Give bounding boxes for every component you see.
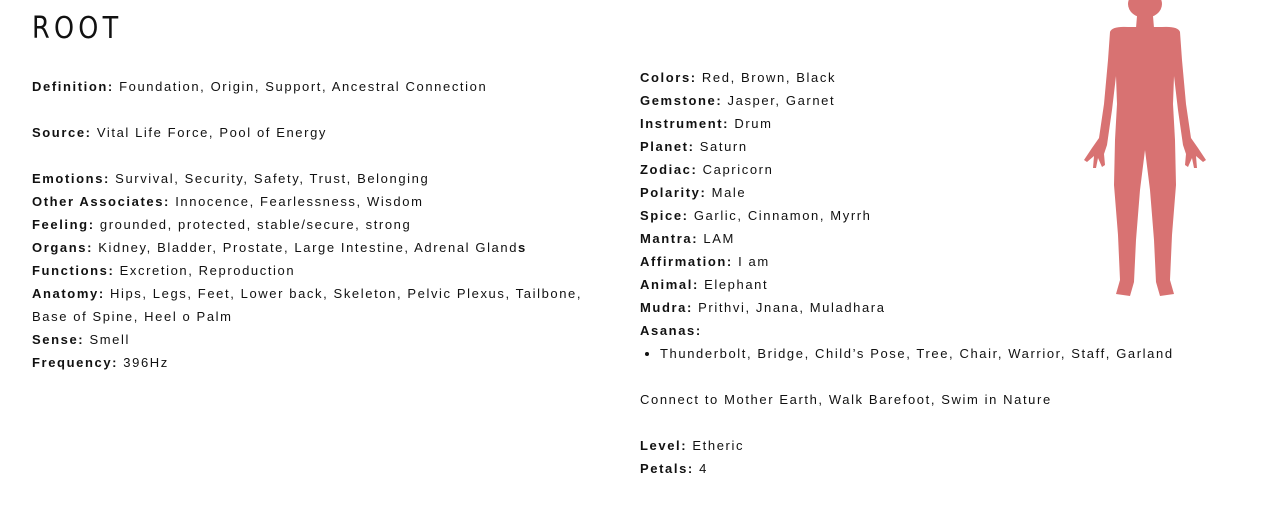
planet-value: Saturn (699, 139, 748, 154)
other-associates-row (32, 190, 592, 213)
planet-label: Planet: (640, 139, 695, 154)
feeling-value: grounded, protected, stable/secure, strong (99, 217, 412, 232)
petals-value: 4 (699, 461, 708, 476)
zodiac-label: Zodiac: (640, 162, 698, 177)
mudra-value: Prithvi, Jnana, Muladhara (698, 300, 886, 315)
level-row (640, 434, 1240, 457)
definition-value: Foundation, Origin, Support, Ancestral Connection (119, 79, 488, 94)
instrument-value: Drum (734, 116, 773, 131)
connect-text: Connect to Mother Earth, Walk Barefoot, Swim in Nature (640, 392, 1052, 407)
frequency-value: 396Hz (123, 355, 169, 370)
mudra-label: Mudra: (640, 300, 693, 315)
asanas-row (640, 319, 1240, 342)
mantra-value: LAM (703, 231, 735, 246)
frequency-label: Frequency: (32, 355, 119, 370)
polarity-value: Male (711, 185, 747, 200)
left-attributes (32, 75, 592, 374)
anatomy-value: Hips, Legs, Feet, Lower back, Skeleton, Pelvic Plexus, Tailbone, Base of Spine, Heel o Palm (32, 286, 583, 324)
level-value: Etheric (692, 438, 745, 453)
functions-row (32, 259, 592, 282)
zodiac-value: Capricorn (702, 162, 774, 177)
functions-value: Excretion, Reproduction (119, 263, 296, 278)
source-row (32, 121, 592, 144)
source-label: Source: (32, 125, 92, 140)
emotions-row (32, 167, 592, 190)
affirmation-value: I am (738, 254, 770, 269)
sense-row (32, 328, 592, 351)
organs-row (32, 236, 592, 259)
other-associates-value: Innocence, Fearlessness, Wisdom (175, 194, 424, 209)
spice-value: Garlic, Cinnamon, Myrrh (693, 208, 872, 223)
frequency-row (32, 351, 592, 374)
petals-row (640, 457, 1240, 480)
sense-label: Sense: (32, 332, 85, 347)
page-title: ROOT (32, 11, 123, 46)
colors-value: Red, Brown, Black (701, 70, 837, 85)
definition-label: Definition: (32, 79, 114, 94)
feeling-row (32, 213, 592, 236)
instrument-label: Instrument: (640, 116, 730, 131)
anatomy-row (32, 282, 592, 328)
petals-label: Petals: (640, 461, 694, 476)
emotions-label: Emotions: (32, 171, 110, 186)
spice-label: Spice: (640, 208, 689, 223)
anatomy-label: Anatomy: (32, 286, 105, 301)
source-value: Vital Life Force, Pool of Energy (96, 125, 327, 140)
organs-value: Kidney, Bladder, Prostate, Large Intestine, Adrenal Gland (98, 240, 519, 255)
human-body-icon (1082, 0, 1208, 300)
level-label: Level: (640, 438, 688, 453)
polarity-label: Polarity: (640, 185, 707, 200)
sense-value: Smell (89, 332, 130, 347)
affirmation-label: Affirmation: (640, 254, 733, 269)
gemstone-label: Gemstone: (640, 93, 723, 108)
colors-label: Colors: (640, 70, 697, 85)
animal-label: Animal: (640, 277, 699, 292)
animal-value: Elephant (704, 277, 769, 292)
feeling-label: Feeling: (32, 217, 95, 232)
asanas-list-item: • Thunderbolt, Bridge, Child’s Pose, Tree, Chair, Warrior, Staff, Garland (660, 342, 1240, 365)
other-associates-label: Other Associates: (32, 194, 170, 209)
asanas-list (640, 342, 1240, 365)
emotions-value: Survival, Security, Safety, Trust, Belonging (115, 171, 430, 186)
asanas-label: Asanas: (640, 323, 702, 338)
definition-row (32, 75, 592, 98)
organs-value-tail: s (518, 240, 527, 255)
mantra-label: Mantra: (640, 231, 699, 246)
functions-label: Functions: (32, 263, 115, 278)
organs-label: Organs: (32, 240, 94, 255)
gemstone-value: Jasper, Garnet (727, 93, 836, 108)
